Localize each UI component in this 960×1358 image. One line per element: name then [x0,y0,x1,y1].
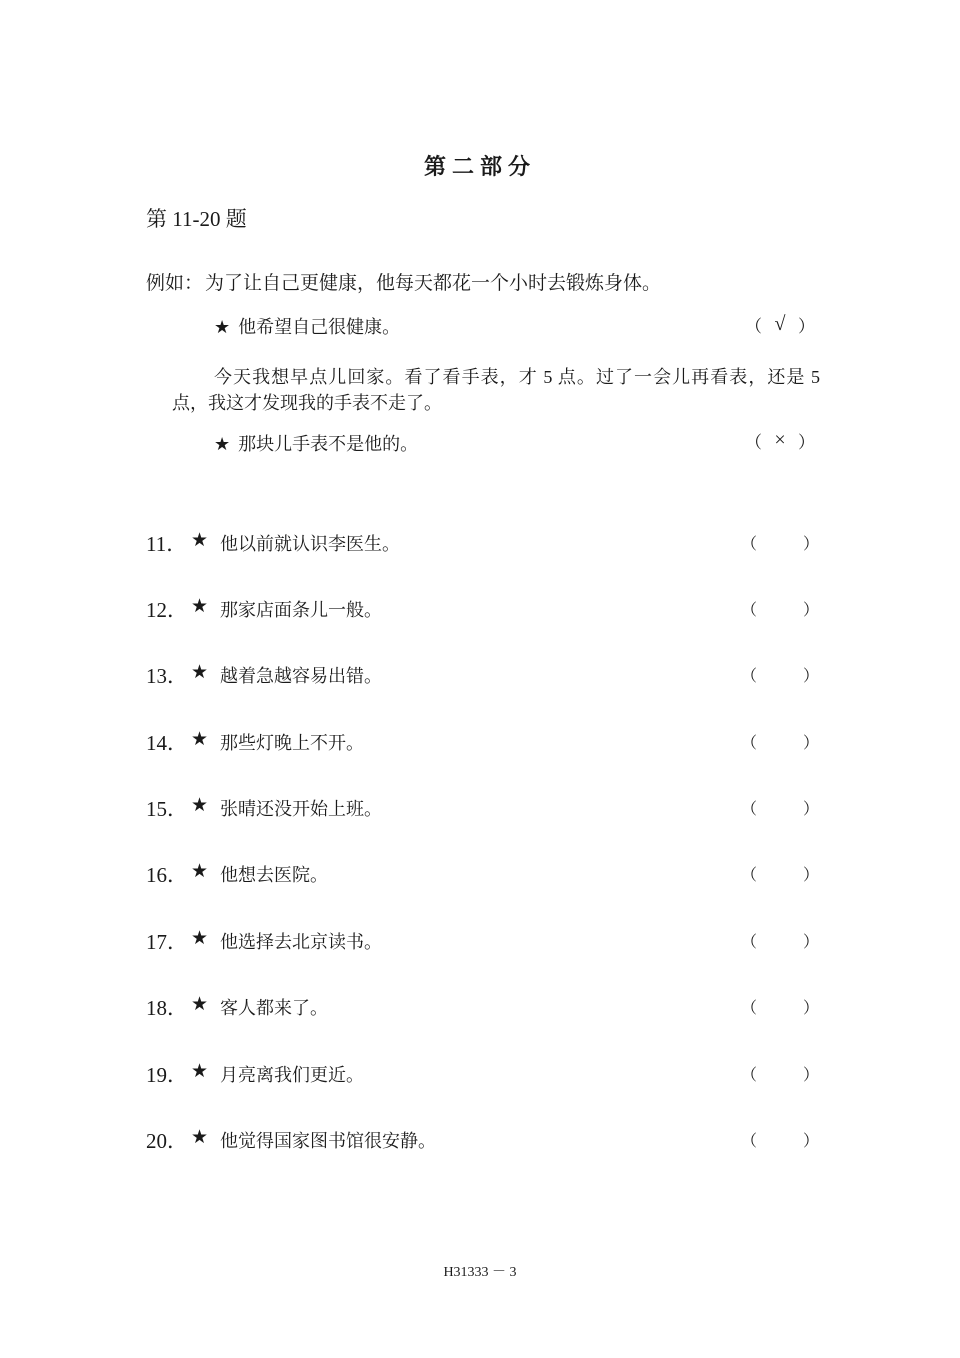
answer-blank-open[interactable]: （ [741,602,758,619]
example-passage: 今天我想早点儿回家。看了看手表，才 5 点。过了一会儿再看表，还是 5 点，我这才发现我的手表不走了。 [172,367,820,413]
question-number: 13． [146,664,188,688]
question-20 [146,1125,826,1155]
question-19 [146,1059,826,1089]
paren-open: （ [745,317,762,336]
example-answer-box-2 [745,428,815,453]
answer-blank-close[interactable]: ） [803,801,820,818]
question-text: 他想去医院。 [220,865,328,885]
example-label: 例如： [146,273,204,294]
answer-blank-close[interactable]: ） [803,934,820,951]
answer-blank-close[interactable]: ） [803,1000,820,1017]
question-number: 14． [146,731,188,755]
question-number: 15． [146,797,188,821]
star-icon: ★ [191,861,209,882]
answer-blank-close[interactable]: ） [803,1067,820,1084]
star-icon: ★ [191,729,209,750]
paren-close: ） [798,317,815,336]
question-16 [146,859,826,889]
question-text: 那家店面条儿一般。 [220,600,382,620]
answer-blank-open[interactable]: （ [741,867,758,884]
answer-blank-open[interactable]: （ [741,1133,758,1150]
question-number: 19． [146,1063,188,1087]
star-icon: ★ [191,1061,209,1082]
section-range-heading: 第 11-20 题 [146,207,247,231]
question-text: 客人都来了。 [220,998,328,1018]
answer-blank-open[interactable]: （ [741,668,758,685]
star-icon: ★ [191,928,209,949]
question-14 [146,727,826,757]
example-statement-1 [214,313,400,339]
star-icon: ★ [214,317,231,337]
question-number: 18． [146,996,188,1020]
example-answer-box-1 [745,312,815,337]
star-icon: ★ [191,994,209,1015]
answer-blank-open[interactable]: （ [741,1067,758,1084]
answer-blank-open[interactable]: （ [741,934,758,951]
star-icon: ★ [191,1127,209,1148]
answer-blank-open[interactable]: （ [741,801,758,818]
question-17 [146,926,826,956]
star-icon: ★ [214,434,231,454]
question-number: 20． [146,1129,188,1153]
question-11 [146,528,826,558]
question-12 [146,594,826,624]
star-icon: ★ [191,596,209,617]
star-icon: ★ [191,795,209,816]
answer-blank-open[interactable]: （ [741,1000,758,1017]
question-number: 12． [146,598,188,622]
question-text: 他选择去北京读书。 [220,932,382,952]
question-13 [146,660,826,690]
cross-mark-icon: × [774,429,786,451]
question-number: 17． [146,930,188,954]
question-text: 张晴还没开始上班。 [220,799,382,819]
answer-blank-close[interactable]: ） [803,867,820,884]
question-18 [146,992,826,1022]
statement-text: 他希望自己很健康。 [238,317,401,337]
question-text: 他以前就认识李医生。 [220,534,400,554]
question-number: 11． [146,532,188,556]
question-text: 他觉得国家图书馆很安静。 [220,1131,436,1151]
paren-open: （ [745,433,762,452]
question-text: 月亮离我们更近。 [220,1065,364,1085]
question-text: 那些灯晚上不开。 [220,733,364,753]
answer-blank-close[interactable]: ） [803,668,820,685]
question-text: 越着急越容易出错。 [220,666,382,686]
star-icon: ★ [191,530,209,551]
question-15 [146,793,826,823]
answer-blank-close[interactable]: ） [803,536,820,553]
statement-text: 那块儿手表不是他的。 [238,434,419,454]
answer-blank-close[interactable]: ） [803,735,820,752]
answer-blank-close[interactable]: ） [803,1133,820,1150]
answer-blank-open[interactable]: （ [741,536,758,553]
example-statement-2 [214,430,418,456]
answer-blank-close[interactable]: ） [803,602,820,619]
answer-blank-open[interactable]: （ [741,735,758,752]
check-mark-icon: √ [774,313,786,335]
paren-close: ） [798,433,815,452]
question-number: 16． [146,863,188,887]
example-intro [146,268,661,295]
example-sentence: 为了让自己更健康，他每天都花一个小时去锻炼身体。 [205,273,662,294]
star-icon: ★ [191,662,209,683]
page-footer: H31333 － 3 [443,1265,517,1280]
page-title: 第二部分 [423,154,536,179]
